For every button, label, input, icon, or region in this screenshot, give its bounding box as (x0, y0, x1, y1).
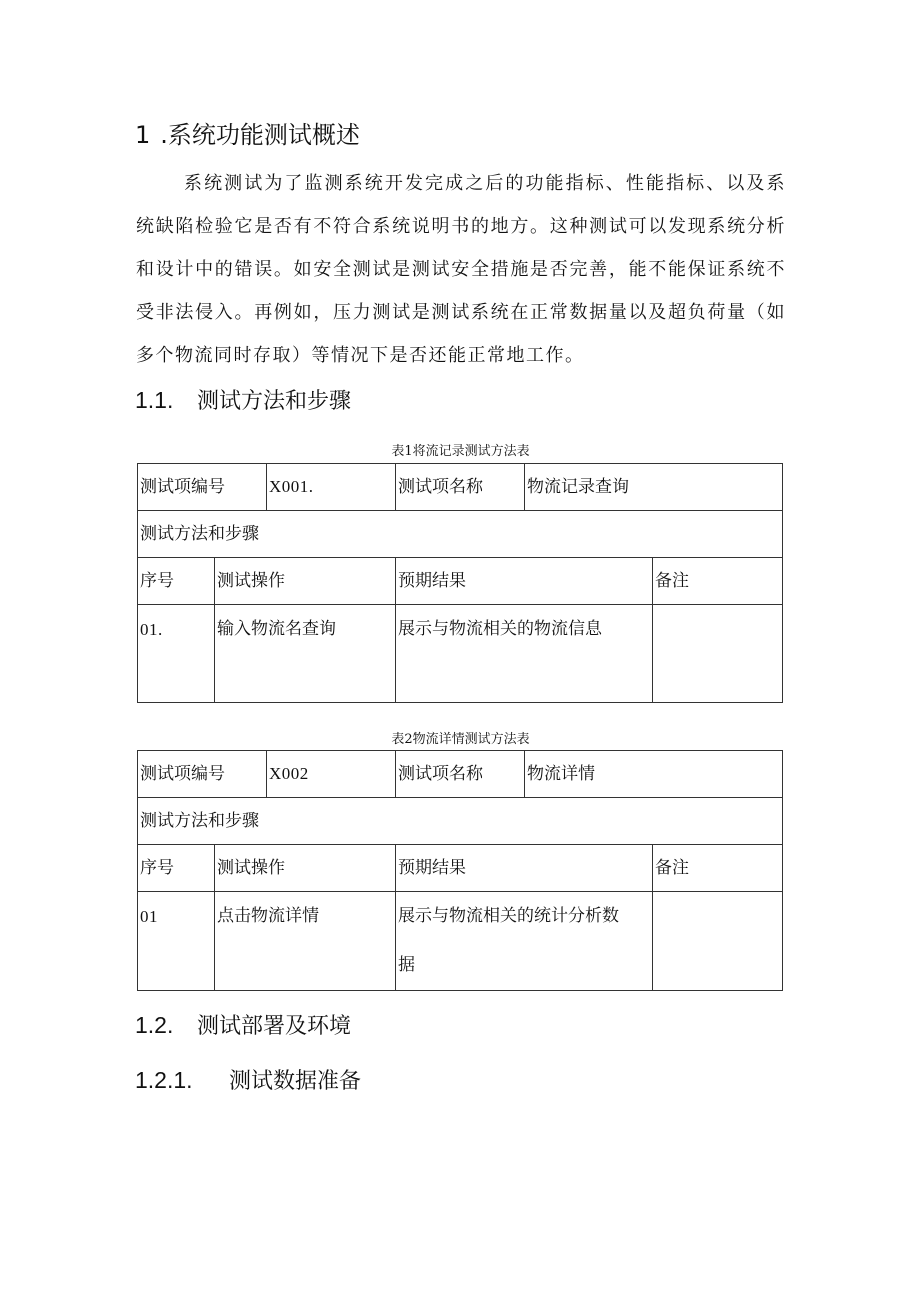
label-test-id: 测试项编号 (138, 464, 267, 511)
table-row (138, 751, 783, 798)
col-header-note: 备注 (653, 845, 783, 892)
test-method-table-1 (137, 463, 783, 703)
section-title: 测试方法和步骤 (197, 389, 352, 414)
cell-seq: 01 (138, 892, 215, 991)
col-header-seq: 序号 (138, 558, 215, 605)
label-test-name: 测试项名称 (396, 464, 525, 511)
col-header-expected: 预期结果 (396, 558, 653, 605)
section-number: 1.2.1. (135, 1067, 193, 1093)
methods-header: 测试方法和步骤 (138, 511, 783, 558)
col-header-note: 备注 (653, 558, 783, 605)
section-title: .系统功能测试概述 (160, 121, 360, 149)
col-header-op: 测试操作 (215, 845, 396, 892)
section-heading-1-2-1 (135, 1064, 361, 1098)
cell-op: 输入物流名查询 (215, 605, 396, 703)
table-row (138, 798, 783, 845)
section-number: 1.1. (135, 387, 174, 413)
label-test-name: 测试项名称 (396, 751, 525, 798)
test-id-value: X001. (267, 464, 396, 511)
section-number: 1 (135, 121, 151, 149)
table-row (138, 605, 783, 703)
table-row (138, 511, 783, 558)
col-header-expected: 预期结果 (396, 845, 653, 892)
section-heading-1-2 (135, 1009, 351, 1043)
table-row (138, 892, 783, 991)
section-number: 1.2. (135, 1012, 174, 1038)
label-test-id: 测试项编号 (138, 751, 267, 798)
cell-expected: 展示与物流相关的物流信息 (396, 605, 653, 703)
section-heading-1-1 (135, 384, 351, 418)
methods-header: 测试方法和步骤 (138, 798, 783, 845)
cell-seq: 01. (138, 605, 215, 703)
cell-op: 点击物流详情 (215, 892, 396, 991)
test-method-table-2 (137, 750, 783, 991)
table-header-row (138, 845, 783, 892)
col-header-op: 测试操作 (215, 558, 396, 605)
table-caption: 表1将流记录测试方法表 (391, 444, 530, 459)
test-name-value: 物流记录查询 (525, 464, 783, 511)
section-title: 测试部署及环境 (197, 1014, 352, 1039)
table-header-row (138, 558, 783, 605)
section-title: 测试数据准备 (229, 1069, 362, 1094)
col-header-seq: 序号 (138, 845, 215, 892)
cell-note (653, 605, 783, 703)
cell-note (653, 892, 783, 991)
intro-paragraph: 系统测试为了监测系统开发完成之后的功能指标、性能指标、以及系统缺陷检验它是否有不符合系统说明书的地方。这种测试可以发现系统分析和设计中的错误。如安全测试是测试安全措施是否完善，能不能保证系统不受非法侵入。再例如，压力测试是测试系统在正常数据量以及超负荷量（如多个物流同时存取）等情况下是否还能正常地工作。 (136, 173, 786, 366)
test-id-value: X002 (267, 751, 396, 798)
table-row (138, 464, 783, 511)
table-caption: 表2物流详情测试方法表 (391, 732, 530, 747)
test-name-value: 物流详情 (525, 751, 783, 798)
cell-expected: 展示与物流相关的统计分析数据 (396, 892, 653, 991)
section-heading-1 (135, 118, 360, 152)
